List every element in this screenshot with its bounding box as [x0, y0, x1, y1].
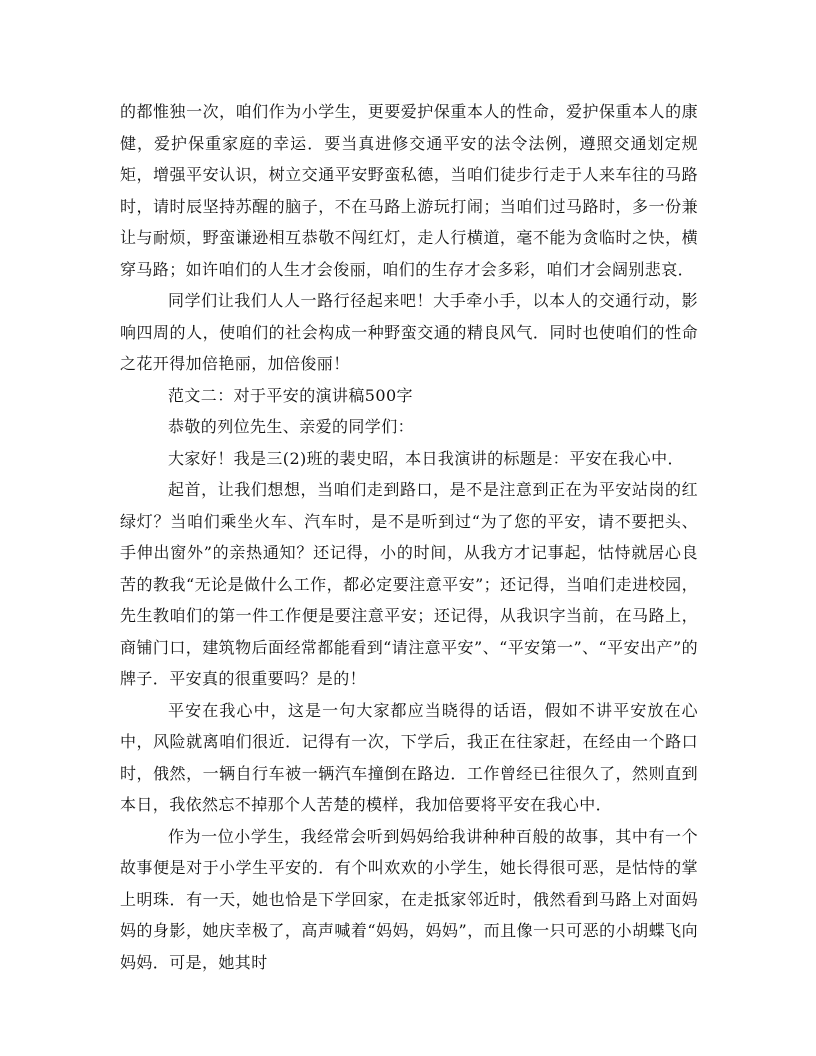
section-heading: 范文二：对于平安的演讲稿500字	[168, 385, 413, 405]
paragraph-call-to-action: 同学们让我们人人一路行径起来吧！大手牵小手，以本人的交通行动，影响四周的人，使咱们的社会构成一种野蛮交通的精良风气．同时也使咱们的性命之花开得加倍艳丽，加倍俊丽！	[120, 291, 698, 373]
paragraph-traffic-light: 起首，让我们想想，当咱们走到路口，是不是注意到正在为平安站岗的红绿灯？当咱们乘坐火车、汽车时，是不是听到过“为了您的平安，请不要把头、手伸出窗外”的亲热通知？还记得，小的时间，从我方才记事起，怙恃就居心良苦的教我“无论是做什么工作，都必定要注意平安”；还记得，当咱们走进校园，先生教咱们的第一件工作便是要注意平安；还记得，从我识字当前，在马路上，商铺门口，建筑物后面经常都能看到“请注意平安”、“平安第一”、“平安出产”的牌子．平安真的很重要吗？是的！	[120, 480, 698, 688]
paragraph-safety-in-heart: 平安在我心中，这是一句大家都应当晓得的话语，假如不讲平安放在心中，风险就离咱们很近．记得有一次，下学后，我正在往家赶，在经由一个路口时，俄然，一辆自行车被一辆汽车撞倒在路边．工作曾经已往很久了，然则直到本日，我依然忘不掉那个人苦楚的模样，我加倍要将平安在我心中．	[120, 700, 698, 814]
greeting-paragraph: 大家好！我是三(2)班的裴史昭，本日我演讲的标题是：平安在我心中．	[168, 448, 684, 468]
paragraph-continued: 的都惟独一次，咱们作为小学生，更要爱护保重本人的性命，爱护保重本人的康健，爱护保重家庭的幸运．要当真进修交通平安的法令法例，遵照交通划定规矩，增强平安认识，树立交通平安野蛮私德，当咱们徒步行走于人来车往的马路时，请时辰坚持苏醒的脑子，不在马路上游玩打闹；当咱们过马路时，多一份兼让与耐烦，野蛮谦逊相互恭敬不闯红灯，走人行横道，毫不能为贪临时之快，横穿马路；如许咱们的人生才会俊丽，咱们的生存才会多彩，咱们才会阔别悲哀．	[120, 102, 698, 279]
paragraph-story: 作为一位小学生，我经常会听到妈妈给我讲种种百般的故事，其中有一个故事便是对于小学生平安的．有个叫欢欢的小学生，她长得很可恶，是怙恃的掌上明珠．有一天，她也恰是下学回家，在走抵家邻近时，俄然看到马路上对面妈妈的身影，她庆幸极了，高声喊着“妈妈，妈妈”，而且像一只可恶的小胡蝶飞向妈妈．可是，她其时	[120, 826, 698, 972]
document-body	[120, 96, 698, 978]
salutation: 恭敬的列位先生、亲爱的同学们：	[168, 417, 415, 436]
